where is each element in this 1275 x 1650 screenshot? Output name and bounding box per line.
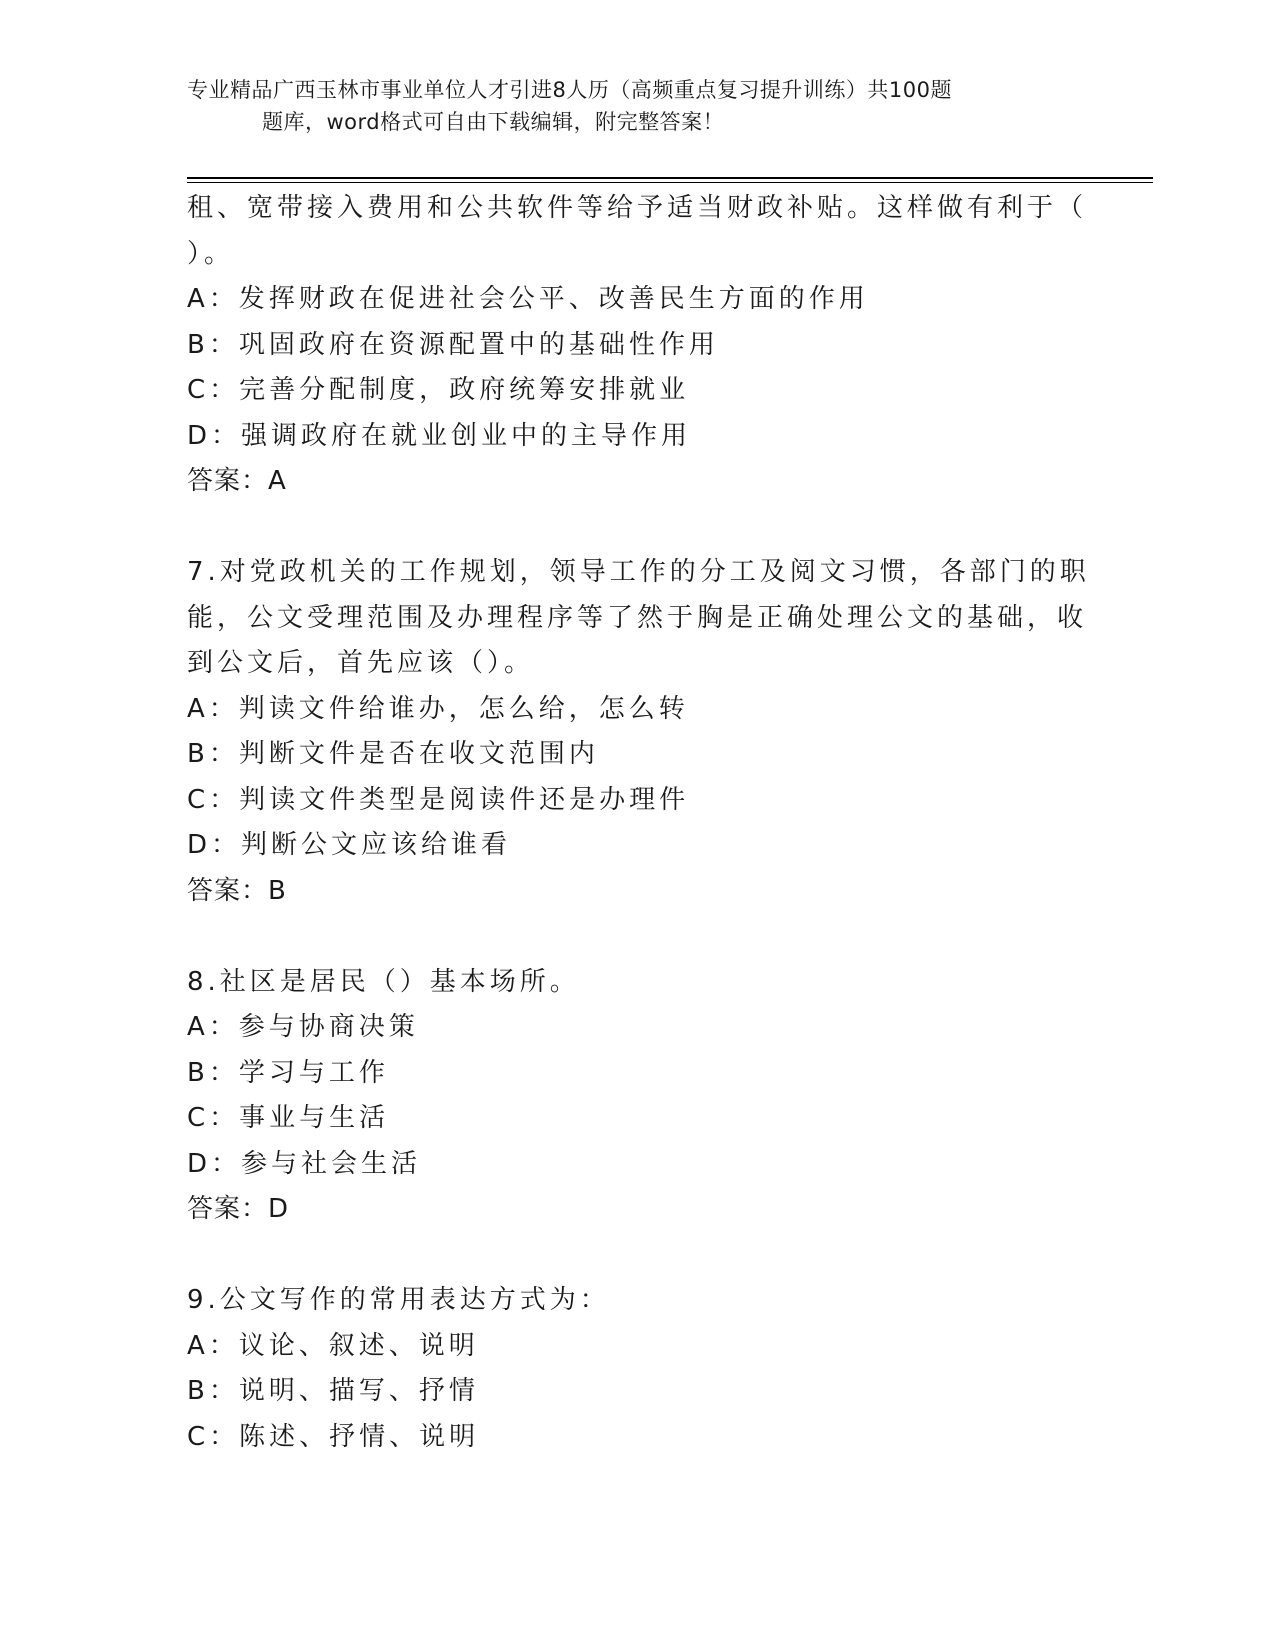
answer-line: 答案：D (187, 1194, 290, 1224)
spacer (187, 505, 1087, 551)
header-title-line-2: 题库，word格式可自由下载编辑，附完整答案！ (262, 110, 725, 134)
question-text-line: ）。 (187, 238, 235, 269)
question-text-line: 8.社区是居民（）基本场所。 (187, 966, 580, 997)
option-b: B：巩固政府在资源配置中的基础性作用 (187, 329, 719, 360)
option-a: A：参与协商决策 (187, 1012, 419, 1042)
page-header (187, 74, 1087, 138)
question-text-line: 能，公文受理范围及办理程序等了然于胸是正确处理公文的基础，收 (187, 602, 1088, 633)
question-text-line: 到公文后，首先应该（）。 (187, 648, 535, 678)
question-8 (187, 960, 1087, 1233)
option-c: C：判读文件类型是阅读件还是办理件 (187, 784, 690, 815)
spacer (187, 1233, 1087, 1279)
header-rule-thin (187, 182, 1153, 183)
option-b: B：学习与工作 (187, 1057, 389, 1088)
option-a: A：判读文件给谁办，怎么给，怎么转 (187, 693, 689, 724)
option-b: B：判断文件是否在收文范围内 (187, 739, 599, 769)
header-rule-thick (187, 177, 1153, 179)
option-a: A：议论、叙述、说明 (187, 1330, 479, 1361)
option-d: D：参与社会生活 (187, 1148, 422, 1179)
document-body (187, 186, 1090, 1460)
question-text-line: 9.公文写作的常用表达方式为： (187, 1285, 610, 1315)
spacer (187, 914, 1087, 960)
header-title-line-1: 专业精品广西玉林市事业单位人才引进8人历（高频重点复习提升训练）共100题 (187, 78, 952, 102)
question-text-line: 租、宽带接入费用和公共软件等给予适当财政补贴。这样做有利于（ (187, 193, 1088, 223)
option-c: C：陈述、抒情、说明 (187, 1421, 480, 1452)
option-d: D：强调政府在就业创业中的主导作用 (187, 420, 692, 451)
option-c: C：事业与生活 (187, 1103, 390, 1133)
option-c: C：完善分配制度，政府统筹安排就业 (187, 375, 690, 405)
answer-line: 答案：B (187, 875, 287, 906)
option-d: D：判断公文应该给谁看 (187, 830, 512, 860)
option-a: A：发挥财政在促进社会公平、改善民生方面的作用 (187, 284, 869, 314)
question-6-continued (187, 186, 1087, 505)
answer-line: 答案：A (187, 466, 287, 496)
question-text-line: 7.对党政机关的工作规划，领导工作的分工及阅文习惯，各部门的职 (187, 557, 1090, 587)
option-b: B：说明、描写、抒情 (187, 1376, 479, 1406)
question-7 (187, 550, 1090, 914)
question-9 (187, 1278, 1087, 1460)
